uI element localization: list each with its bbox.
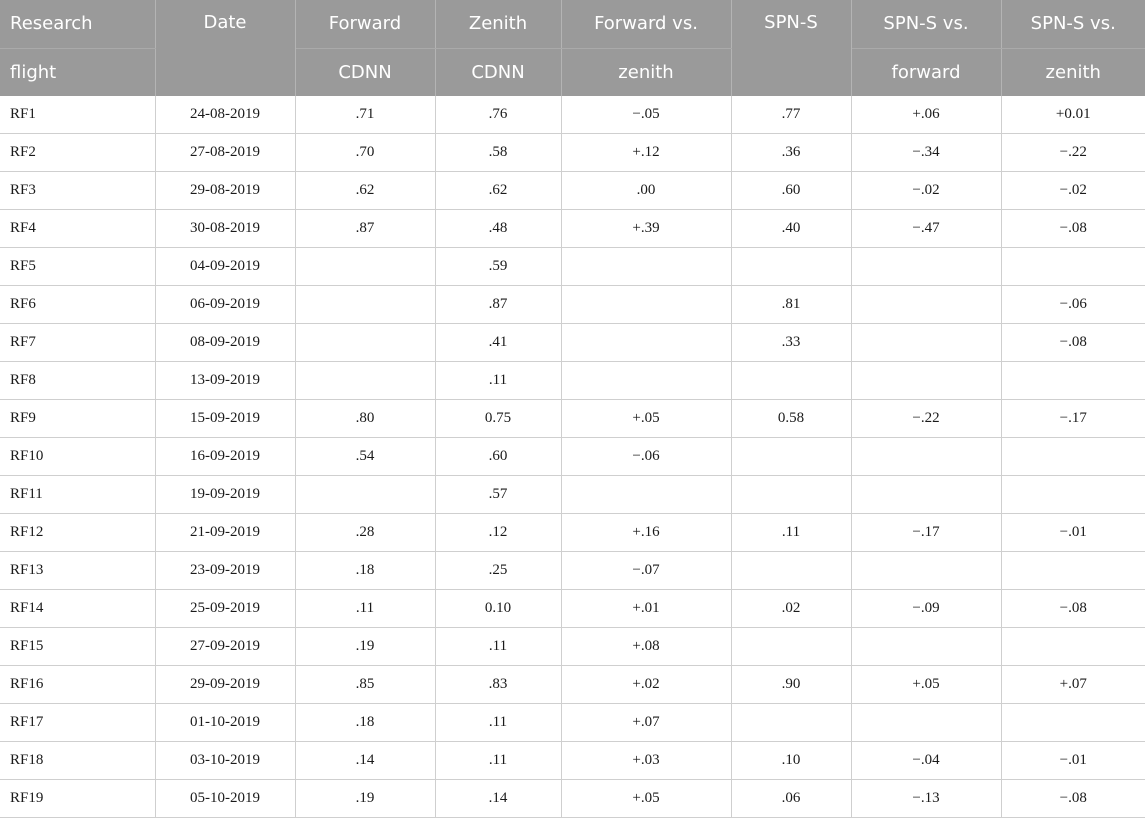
table-row — [0, 210, 1145, 248]
cell-flight: RF12 — [0, 514, 155, 552]
cell-spn-s-vs-zenith: −.08 — [1001, 210, 1145, 248]
cell-spn-s-vs-zenith — [1001, 704, 1145, 742]
cell-forward-cdnn — [295, 248, 435, 286]
cell-forward-cdnn: .80 — [295, 400, 435, 438]
cell-flight: RF2 — [0, 134, 155, 172]
cell-date: 08-09-2019 — [155, 324, 295, 362]
cell-spn-s — [731, 248, 851, 286]
table-row — [0, 324, 1145, 362]
cell-forward-vs-zenith: +.03 — [561, 742, 731, 780]
cell-zenith-cdnn: .12 — [435, 514, 561, 552]
cell-forward-cdnn: .87 — [295, 210, 435, 248]
cell-forward-vs-zenith — [561, 362, 731, 400]
cell-spn-s: .36 — [731, 134, 851, 172]
header-spn-s-vs-zenith-line2: zenith — [1001, 48, 1145, 96]
cell-forward-cdnn — [295, 286, 435, 324]
cell-forward-vs-zenith: +.16 — [561, 514, 731, 552]
cell-forward-cdnn: .71 — [295, 96, 435, 134]
cell-spn-s-vs-forward — [851, 438, 1001, 476]
cell-spn-s-vs-zenith: +.07 — [1001, 666, 1145, 704]
cell-forward-vs-zenith: +.05 — [561, 400, 731, 438]
cell-zenith-cdnn: .48 — [435, 210, 561, 248]
cell-forward-vs-zenith: −.06 — [561, 438, 731, 476]
cell-spn-s-vs-forward: −.13 — [851, 780, 1001, 818]
table-row — [0, 742, 1145, 780]
cell-spn-s: .60 — [731, 172, 851, 210]
cell-forward-vs-zenith: +.07 — [561, 704, 731, 742]
cell-spn-s-vs-forward — [851, 248, 1001, 286]
cell-spn-s-vs-zenith — [1001, 248, 1145, 286]
cell-spn-s-vs-forward: −.34 — [851, 134, 1001, 172]
table-row — [0, 514, 1145, 552]
cell-forward-cdnn: .18 — [295, 552, 435, 590]
cell-spn-s-vs-zenith: −.06 — [1001, 286, 1145, 324]
cell-forward-cdnn: .14 — [295, 742, 435, 780]
cell-flight: RF1 — [0, 96, 155, 134]
cell-spn-s-vs-forward — [851, 362, 1001, 400]
cell-date: 19-09-2019 — [155, 476, 295, 514]
cell-flight: RF3 — [0, 172, 155, 210]
table-row — [0, 780, 1145, 818]
cell-date: 03-10-2019 — [155, 742, 295, 780]
cell-spn-s: 0.58 — [731, 400, 851, 438]
table-row — [0, 666, 1145, 704]
cell-zenith-cdnn: .59 — [435, 248, 561, 286]
cell-spn-s: .11 — [731, 514, 851, 552]
cell-spn-s — [731, 476, 851, 514]
header-zenith-cdnn-line2: CDNN — [435, 48, 561, 96]
cell-flight: RF9 — [0, 400, 155, 438]
cell-forward-cdnn: .11 — [295, 590, 435, 628]
header-spn-s-vs-forward-line1: SPN-S vs. — [851, 0, 1001, 48]
cell-date: 16-09-2019 — [155, 438, 295, 476]
cell-zenith-cdnn: .60 — [435, 438, 561, 476]
cell-spn-s: .90 — [731, 666, 851, 704]
cell-forward-cdnn: .19 — [295, 780, 435, 818]
cell-zenith-cdnn: .25 — [435, 552, 561, 590]
header-date: Date — [155, 0, 295, 96]
table-row — [0, 438, 1145, 476]
table-row — [0, 590, 1145, 628]
cell-forward-vs-zenith: +.08 — [561, 628, 731, 666]
cell-flight: RF5 — [0, 248, 155, 286]
table-header — [0, 0, 1145, 96]
cell-spn-s — [731, 704, 851, 742]
cell-zenith-cdnn: .83 — [435, 666, 561, 704]
cell-zenith-cdnn: .11 — [435, 704, 561, 742]
cell-forward-cdnn — [295, 476, 435, 514]
cell-spn-s: .02 — [731, 590, 851, 628]
table-row — [0, 476, 1145, 514]
cell-forward-vs-zenith — [561, 476, 731, 514]
cell-forward-cdnn: .54 — [295, 438, 435, 476]
cell-flight: RF8 — [0, 362, 155, 400]
cell-spn-s: .77 — [731, 96, 851, 134]
cell-spn-s: .06 — [731, 780, 851, 818]
cell-spn-s-vs-forward: −.47 — [851, 210, 1001, 248]
cell-spn-s — [731, 628, 851, 666]
cell-forward-cdnn: .85 — [295, 666, 435, 704]
cell-spn-s-vs-forward — [851, 476, 1001, 514]
table-row — [0, 704, 1145, 742]
cell-spn-s-vs-forward: −.04 — [851, 742, 1001, 780]
cell-zenith-cdnn: .11 — [435, 742, 561, 780]
cell-forward-vs-zenith: +.02 — [561, 666, 731, 704]
table-row — [0, 552, 1145, 590]
cell-spn-s-vs-forward: −.02 — [851, 172, 1001, 210]
header-research-flight-line2: flight — [0, 48, 155, 96]
header-spn-s: SPN-S — [731, 0, 851, 96]
cell-spn-s: .81 — [731, 286, 851, 324]
cell-spn-s — [731, 552, 851, 590]
cell-zenith-cdnn: .57 — [435, 476, 561, 514]
cell-forward-cdnn: .28 — [295, 514, 435, 552]
table-row — [0, 134, 1145, 172]
cell-spn-s-vs-forward — [851, 324, 1001, 362]
cell-spn-s-vs-zenith — [1001, 362, 1145, 400]
cell-spn-s-vs-zenith — [1001, 552, 1145, 590]
cell-date: 06-09-2019 — [155, 286, 295, 324]
cell-zenith-cdnn: 0.10 — [435, 590, 561, 628]
cell-zenith-cdnn: .14 — [435, 780, 561, 818]
cell-zenith-cdnn: .11 — [435, 362, 561, 400]
cell-zenith-cdnn: .62 — [435, 172, 561, 210]
cell-date: 15-09-2019 — [155, 400, 295, 438]
table-row — [0, 286, 1145, 324]
cell-spn-s: .33 — [731, 324, 851, 362]
cell-forward-vs-zenith — [561, 324, 731, 362]
cell-spn-s-vs-forward: −.09 — [851, 590, 1001, 628]
cell-forward-vs-zenith: +.39 — [561, 210, 731, 248]
cell-zenith-cdnn: .58 — [435, 134, 561, 172]
cell-forward-cdnn: .62 — [295, 172, 435, 210]
cell-spn-s-vs-forward: +.06 — [851, 96, 1001, 134]
cell-spn-s-vs-zenith: −.17 — [1001, 400, 1145, 438]
cell-date: 29-08-2019 — [155, 172, 295, 210]
cell-flight: RF10 — [0, 438, 155, 476]
cell-date: 01-10-2019 — [155, 704, 295, 742]
table-body — [0, 96, 1145, 818]
cell-spn-s-vs-forward — [851, 704, 1001, 742]
header-zenith-cdnn-line1: Zenith — [435, 0, 561, 48]
cell-date: 24-08-2019 — [155, 96, 295, 134]
cell-spn-s — [731, 362, 851, 400]
cell-zenith-cdnn: .76 — [435, 96, 561, 134]
cell-spn-s-vs-zenith: +0.01 — [1001, 96, 1145, 134]
cell-zenith-cdnn: .41 — [435, 324, 561, 362]
cell-forward-vs-zenith: +.01 — [561, 590, 731, 628]
cell-spn-s-vs-zenith: −.08 — [1001, 590, 1145, 628]
cell-spn-s-vs-zenith: −.22 — [1001, 134, 1145, 172]
cell-date: 27-09-2019 — [155, 628, 295, 666]
cell-forward-vs-zenith: −.07 — [561, 552, 731, 590]
header-spn-s-vs-forward-line2: forward — [851, 48, 1001, 96]
cell-date: 25-09-2019 — [155, 590, 295, 628]
cell-flight: RF4 — [0, 210, 155, 248]
cell-forward-vs-zenith: .00 — [561, 172, 731, 210]
header-forward-cdnn-line2: CDNN — [295, 48, 435, 96]
header-forward-vs-zenith-line1: Forward vs. — [561, 0, 731, 48]
cell-flight: RF11 — [0, 476, 155, 514]
cell-spn-s: .40 — [731, 210, 851, 248]
table-row — [0, 628, 1145, 666]
cell-forward-cdnn: .70 — [295, 134, 435, 172]
cell-zenith-cdnn: .11 — [435, 628, 561, 666]
cell-spn-s-vs-zenith — [1001, 628, 1145, 666]
cell-spn-s-vs-zenith: −.08 — [1001, 780, 1145, 818]
table-row — [0, 172, 1145, 210]
cell-forward-vs-zenith — [561, 286, 731, 324]
cell-date: 27-08-2019 — [155, 134, 295, 172]
cell-spn-s-vs-zenith: −.01 — [1001, 742, 1145, 780]
cell-forward-vs-zenith: −.05 — [561, 96, 731, 134]
cell-date: 30-08-2019 — [155, 210, 295, 248]
cell-flight: RF13 — [0, 552, 155, 590]
cell-spn-s-vs-zenith — [1001, 438, 1145, 476]
cell-flight: RF7 — [0, 324, 155, 362]
cell-spn-s-vs-forward — [851, 286, 1001, 324]
table-row — [0, 400, 1145, 438]
header-spn-s-vs-zenith-line1: SPN-S vs. — [1001, 0, 1145, 48]
cell-date: 23-09-2019 — [155, 552, 295, 590]
cell-flight: RF19 — [0, 780, 155, 818]
cell-flight: RF14 — [0, 590, 155, 628]
cell-spn-s — [731, 438, 851, 476]
cell-flight: RF6 — [0, 286, 155, 324]
cell-spn-s-vs-forward: −.22 — [851, 400, 1001, 438]
cell-forward-vs-zenith: +.12 — [561, 134, 731, 172]
cell-spn-s-vs-zenith: −.02 — [1001, 172, 1145, 210]
cell-forward-cdnn: .18 — [295, 704, 435, 742]
cell-forward-cdnn: .19 — [295, 628, 435, 666]
cell-flight: RF18 — [0, 742, 155, 780]
cell-forward-cdnn — [295, 362, 435, 400]
header-forward-cdnn-line1: Forward — [295, 0, 435, 48]
cell-flight: RF17 — [0, 704, 155, 742]
cell-forward-vs-zenith — [561, 248, 731, 286]
table-row — [0, 96, 1145, 134]
cell-date: 13-09-2019 — [155, 362, 295, 400]
cell-date: 05-10-2019 — [155, 780, 295, 818]
cell-spn-s-vs-forward: +.05 — [851, 666, 1001, 704]
cell-zenith-cdnn: .87 — [435, 286, 561, 324]
cell-forward-cdnn — [295, 324, 435, 362]
cell-spn-s-vs-forward: −.17 — [851, 514, 1001, 552]
cell-spn-s-vs-zenith: −.08 — [1001, 324, 1145, 362]
header-forward-vs-zenith-line2: zenith — [561, 48, 731, 96]
cell-date: 21-09-2019 — [155, 514, 295, 552]
cell-spn-s-vs-forward — [851, 552, 1001, 590]
cell-spn-s-vs-forward — [851, 628, 1001, 666]
cell-flight: RF16 — [0, 666, 155, 704]
cell-spn-s-vs-zenith — [1001, 476, 1145, 514]
cell-flight: RF15 — [0, 628, 155, 666]
table-row — [0, 248, 1145, 286]
cell-spn-s: .10 — [731, 742, 851, 780]
cell-date: 29-09-2019 — [155, 666, 295, 704]
table-row — [0, 362, 1145, 400]
cell-zenith-cdnn: 0.75 — [435, 400, 561, 438]
cell-forward-vs-zenith: +.05 — [561, 780, 731, 818]
cell-spn-s-vs-zenith: −.01 — [1001, 514, 1145, 552]
cell-date: 04-09-2019 — [155, 248, 295, 286]
header-research-flight-line1: Research — [0, 0, 155, 48]
